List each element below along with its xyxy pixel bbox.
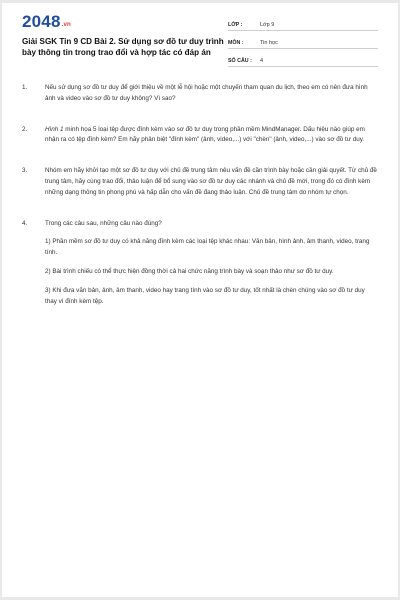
meta-row-count <box>228 52 378 67</box>
question-number: 1. <box>22 84 28 91</box>
question-content <box>45 166 378 198</box>
answer-option-2: 2) Bài trình chiếu có thể thực hiện đồng thời cả hai chức năng trình bày và soạn thảo như sơ đồ tư duy. <box>45 267 334 275</box>
meta-label: SỐ CÂU : <box>228 58 252 64</box>
question-list <box>22 83 378 322</box>
site-logo[interactable] <box>22 12 71 32</box>
logo-text: 2048 <box>22 12 61 31</box>
question-1 <box>22 83 378 105</box>
meta-table <box>228 16 378 70</box>
question-content <box>45 125 378 147</box>
meta-value: 4 <box>260 58 264 64</box>
question-number: 3. <box>22 167 28 175</box>
logo-suffix: .vn <box>61 22 71 28</box>
meta-label: LỚP : <box>228 22 243 28</box>
question-text: Nếu sử dụng sơ đồ tư duy để giới thiệu về một lễ hội hoặc một chuyến tham quan du lịch, theo em có nên đưa hình ảnh và video vào sơ đồ tư duy không? Vì sao? <box>45 84 368 102</box>
meta-value: Lớp 9 <box>260 22 275 28</box>
question-text <box>45 125 378 147</box>
figure-reference: Hình 1 <box>45 125 64 133</box>
question-content <box>45 83 378 105</box>
question-text: Nhóm em hãy khởi tạo một sơ đồ tư duy với chủ đề trung tâm nêu vấn đề cần trình bày hoặc cần giải quyết. Từ chủ đề trung tâm, hãy cùng trao đổi, thảo luận để bổ sung vào sơ đồ tư duy các nhánh và chủ đề mới, trong đó có đính kèm những dạng thông tin phong phú và hấp dẫn cho vấn đề đang thảo luận. Chủ đề trung tâm do nhóm tự chọn. <box>45 167 377 196</box>
document-header <box>22 3 378 69</box>
question-text-body: minh họa 5 loại tệp được đính kèm vào sơ đồ tư duy trong phần mềm MindManager. Dấu hiệu nào giúp em nhận ra có tệp đính kèm? Em hãy phân biệt "đính kèm" (ảnh, video,...) với "chèn" (ảnh, video,...) vào sơ đồ tư duy. <box>45 125 365 144</box>
meta-row-class <box>228 16 378 31</box>
meta-label: MÔN : <box>228 40 244 46</box>
question-number: 2. <box>22 125 28 133</box>
question-number: 4. <box>22 219 28 227</box>
answer-option-1: 1) Phần mềm sơ đồ tư duy có khả năng đính kèm các loại tệp khác nhau: Văn bản, hình ảnh, âm thanh, video, trang tính. <box>45 238 370 257</box>
meta-value: Tin học <box>260 40 278 46</box>
document-title: Giải SGK Tin 9 CD Bài 2. Sử dụng sơ đồ tư duy trình bày thông tin trong trao đổi và hợp tác có đáp án <box>22 37 224 57</box>
meta-row-subject <box>228 34 378 49</box>
question-2 <box>22 125 378 147</box>
question-content <box>45 219 378 308</box>
document-page <box>2 3 398 597</box>
question-4 <box>22 219 378 308</box>
question-text: Trong các câu sau, những câu nào đúng? <box>45 219 162 227</box>
answer-option-3: 3) Khi đưa văn bản, ảnh, âm thanh, video hay trang tính vào sơ đồ tư duy, tốt nhất là chèn chúng vào sơ đồ tư duy thay vì đính kèm tệp. <box>45 286 365 305</box>
question-3 <box>22 166 378 198</box>
